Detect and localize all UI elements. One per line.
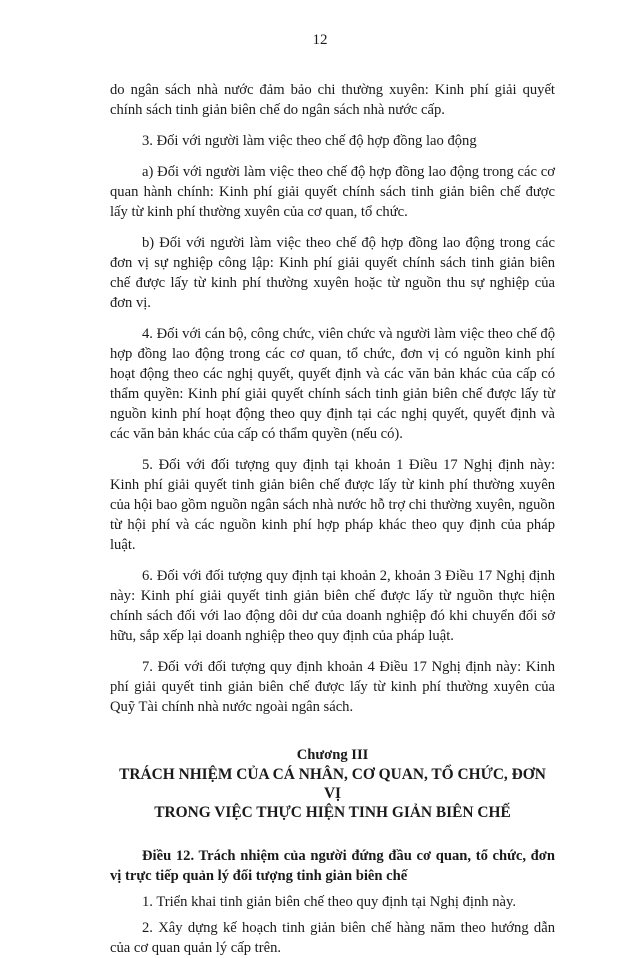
article-title: Điều 12. Trách nhiệm của người đứng đầu cơ quan, tổ chức, đơn vị trực tiếp quản lý đối tượng tinh giản biên chế (110, 848, 555, 884)
chapter-label: Chương III (296, 747, 369, 763)
paragraph-7: 7. Đối với đối tượng quy định khoản 4 Điều 17 Nghị định này: Kinh phí giải quyết tinh giản biên chế được lấy từ kinh phí thường xuyên của Quỹ Tài chính nhà nước ngoài ngân sách. (110, 659, 555, 715)
paragraph-6: 6. Đối với đối tượng quy định tại khoản 2, khoản 3 Điều 17 Nghị định này: Kinh phí giải quyết tinh giản biên chế được lấy từ nguồn thực hiện chính sách đối với lao động dôi dư của doanh nghiệp đó khi chuyển đổi sở hữu, sắp xếp lại doanh nghiệp theo quy định của pháp luật. (110, 568, 555, 644)
chapter-title-line-2: TRONG VIỆC THỰC HIỆN TINH GIẢN BIÊN CHẾ (154, 804, 511, 821)
page-number: 12 (312, 32, 328, 48)
paragraph-3b: b) Đối với người làm việc theo chế độ hợp đồng lao động trong các đơn vị sự nghiệp công lập: Kinh phí giải quyết chính sách tinh giản biên chế được lấy từ kinh phí thường xuyên hoặc từ nguồn thu sự nghiệp của đơn vị. (110, 235, 555, 311)
article-item-1: 1. Triển khai tinh giản biên chế theo quy định tại Nghị định này. (142, 894, 516, 910)
paragraph-3: 3. Đối với người làm việc theo chế độ hợp đồng lao động (142, 133, 477, 149)
chapter-title-line-1: TRÁCH NHIỆM CỦA CÁ NHÂN, CƠ QUAN, TỔ CHỨC, ĐƠN VỊ (119, 766, 546, 802)
article-item-2: 2. Xây dựng kế hoạch tinh giản biên chế hàng năm theo hướng dẫn của cơ quan quản lý cấp trên. (110, 920, 555, 956)
paragraph-5: 5. Đối với đối tượng quy định tại khoản 1 Điều 17 Nghị định này: Kinh phí giải quyết tinh giản biên chế được lấy từ kinh phí thường xuyên của hội bao gồm nguồn ngân sách nhà nước hỗ trợ chi thường xuyên, nguồn từ hội phí và các nguồn kinh phí hợp pháp khác theo quy định của pháp luật. (110, 457, 555, 553)
document-body (110, 80, 555, 958)
chapter-heading (110, 746, 555, 822)
paragraph-continuation: do ngân sách nhà nước đảm bảo chi thường xuyên: Kinh phí giải quyết chính sách tinh giản biên chế do ngân sách nhà nước cấp. (110, 82, 555, 118)
paragraph-4: 4. Đối với cán bộ, công chức, viên chức và người làm việc theo chế độ hợp đồng lao động trong các cơ quan, tổ chức, đơn vị có nguồn kinh phí hoạt động theo các nghị quyết, quyết định và các văn bản khác của cấp có thẩm quyền: Kinh phí giải quyết chính sách tinh giản biên chế được lấy từ nguồn kinh phí hoạt động theo quy định tại các nghị quyết, quyết định và các văn bản khác của cấp có thẩm quyền (nếu có). (110, 326, 555, 442)
paragraph-3a: a) Đối với người làm việc theo chế độ hợp đồng lao động trong các cơ quan hành chính: Kinh phí giải quyết chính sách tinh giản biên chế được lấy từ kinh phí thường xuyên của cơ quan, tổ chức. (110, 164, 555, 220)
